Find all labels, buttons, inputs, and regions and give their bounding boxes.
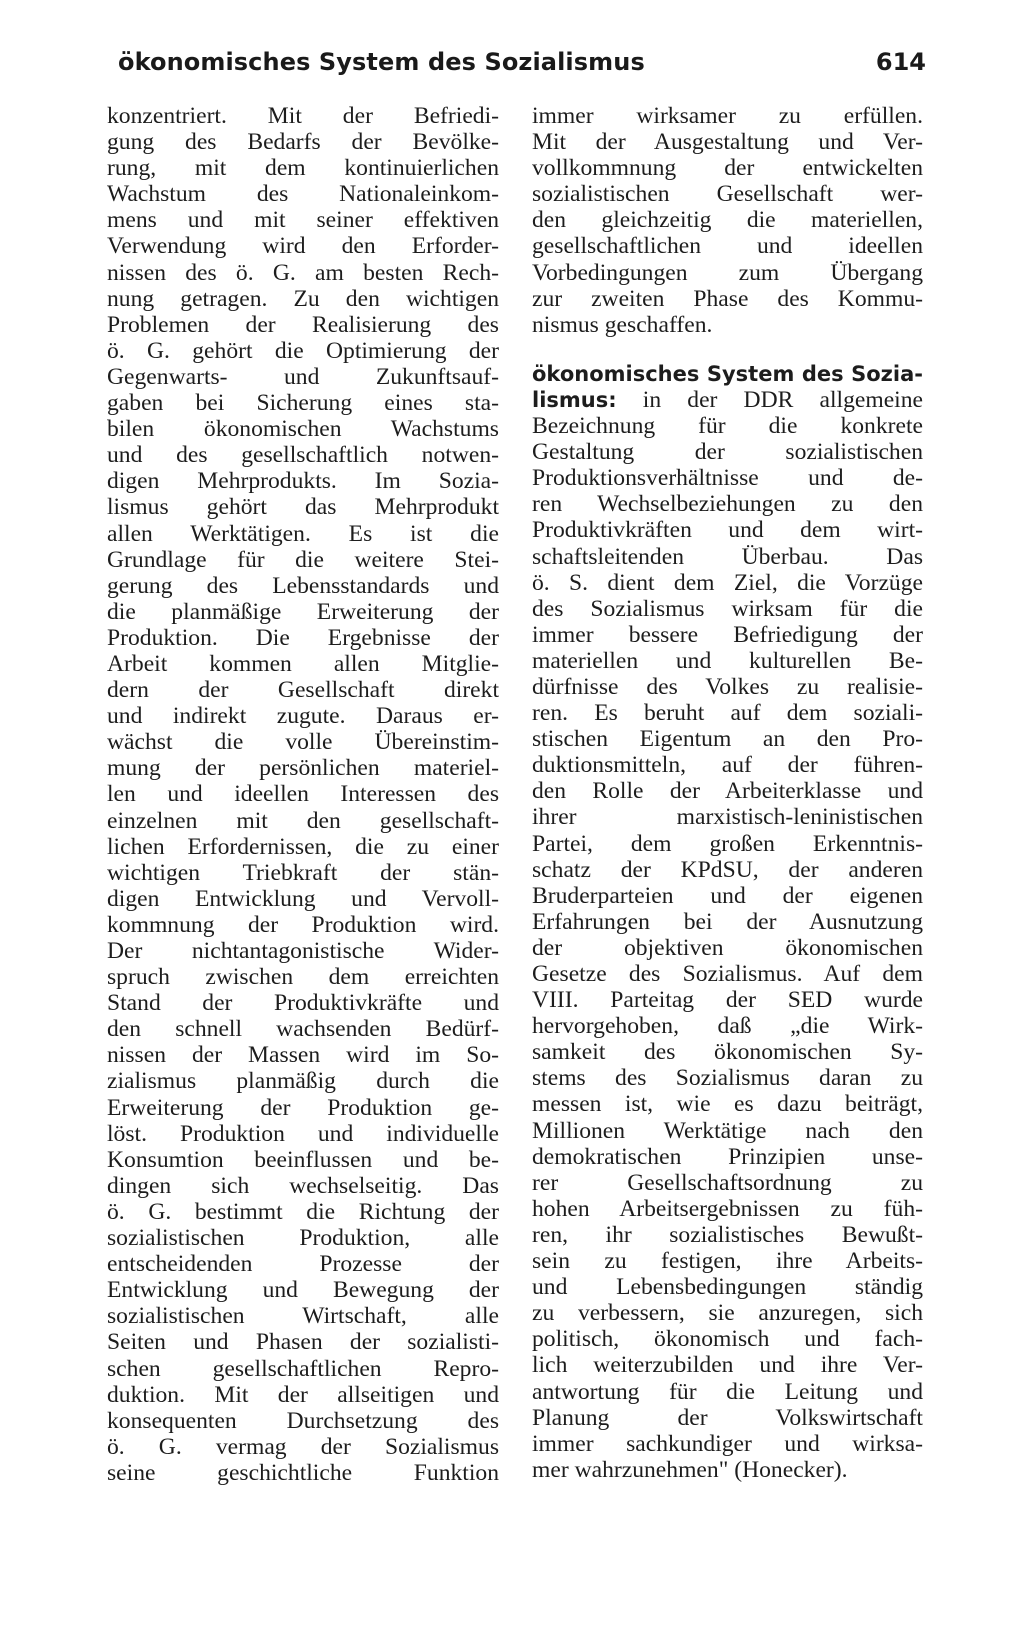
text-line: zur zweiten Phase des Kommu- [532, 285, 923, 312]
text-line: ö. S. dient dem Ziel, die Vorzüge [532, 569, 923, 596]
text-line: Stand der Produktivkräfte und [107, 990, 499, 1017]
text-line: immer sachkundiger und wirksa- [532, 1430, 923, 1457]
text-line: rung, mit dem kontinuierlichen [107, 155, 499, 182]
text-line: stischen Eigentum an den Pro- [532, 726, 923, 753]
text-line: vollkommnung der entwickelten [532, 155, 923, 182]
text-line: Wachstum des Nationaleinkom- [107, 181, 499, 208]
text-line: samkeit des ökonomischen Sy- [532, 1039, 923, 1066]
text-line: Produktion. Die Ergebnisse der [107, 624, 499, 651]
text-line: duktionsmitteln, auf der führen- [532, 752, 923, 779]
text-line: des Sozialismus wirksam für die [532, 595, 923, 622]
text-line: nismus geschaffen. [532, 311, 713, 338]
text-line: wichtigen Triebkraft der stän- [107, 859, 499, 886]
entry-spacer [532, 338, 923, 361]
text-line: sozialistischen Gesellschaft wer- [532, 181, 923, 208]
text-line: zialismus planmäßig durch die [107, 1068, 499, 1095]
entry-title: ökonomisches System des Sozia- [532, 361, 923, 386]
text-line: ö. G. vermag der Sozialismus [107, 1433, 499, 1460]
text-line: rer Gesellschaftsordnung zu [532, 1169, 923, 1196]
text-line: nung getragen. Zu den wichtigen [107, 285, 499, 312]
text-line: hohen Arbeitsergebnissen zu füh- [532, 1195, 923, 1222]
text-line: lismus gehört das Mehrprodukt [107, 494, 499, 521]
entry-title-line [532, 387, 923, 413]
text-line: ren. Es beruht auf dem soziali- [532, 700, 923, 727]
text-line: mens und mit seiner effektiven [107, 207, 499, 234]
text-line: Erweiterung der Produktion ge- [107, 1094, 499, 1121]
text-line: Produktionsverhältnisse und de- [532, 465, 923, 492]
text-line: Gegenwarts- und Zukunftsauf- [107, 363, 499, 390]
text-line: Bezeichnung für die konkrete [532, 413, 923, 440]
text-line: sozialistischen Wirtschaft, alle [107, 1303, 499, 1330]
text-line: materiellen und kulturellen Be- [532, 647, 923, 674]
text-line: zu verbessern, sie anzuregen, sich [532, 1300, 923, 1327]
text-line: dern der Gesellschaft direkt [107, 677, 499, 704]
text-line: Seiten und Phasen der sozialisti- [107, 1329, 499, 1356]
text-line: digen Entwicklung und Vervoll- [107, 885, 499, 912]
text-line: Partei, dem großen Erkenntnis- [532, 830, 923, 857]
text-line: dürfnisse des Volkes zu realisie- [532, 673, 923, 700]
text-line: und indirekt zugute. Daraus er- [107, 703, 499, 730]
text-line: wächst die volle Übereinstim- [107, 729, 499, 756]
text-line: Produktivkräften und dem wirt- [532, 517, 923, 544]
page-header [118, 48, 926, 88]
text-line: demokratischen Prinzipien unse- [532, 1143, 923, 1170]
text-line: Bruderparteien und der eigenen [532, 882, 923, 909]
text-line: einzelnen mit den gesellschaft- [107, 807, 499, 834]
text-line: Erfahrungen bei der Ausnutzung [532, 908, 923, 935]
text-line: und Lebensbedingungen ständig [532, 1274, 923, 1301]
text-line: Gesetze des Sozialismus. Auf dem [532, 961, 923, 987]
text-line: Verwendung wird den Erforder- [107, 233, 499, 260]
text-line: gesellschaftlichen und ideellen [532, 233, 923, 260]
text-line: mer wahrzunehmen" (Honecker). [532, 1456, 848, 1483]
text-line: nissen des ö. G. am besten Rech- [107, 259, 499, 286]
text-line: allen Werktätigen. Es ist die [107, 520, 499, 547]
text-line: antwortung für die Leitung und [532, 1378, 923, 1405]
text-line: schaftsleitenden Überbau. Das [532, 543, 923, 570]
text-line: gerung des Lebensstandards und [107, 572, 499, 599]
text-line: den Rolle der Arbeiterklasse und [532, 778, 923, 805]
text-line: Grundlage für die weitere Stei- [107, 546, 499, 573]
text-line: ren Wechselbeziehungen zu den [532, 491, 923, 518]
text-line: Problemen der Realisierung des [107, 311, 499, 338]
text-line: nissen der Massen wird im So- [107, 1042, 499, 1069]
text-line: Konsumtion beeinflussen und be- [107, 1146, 499, 1173]
text-line: und des gesellschaftlich notwen- [107, 442, 499, 469]
text-line: der objektiven ökonomischen [532, 934, 923, 961]
text-line: ihrer marxistisch-leninistischen [532, 804, 923, 831]
text-line: den schnell wachsenden Bedürf- [107, 1016, 499, 1043]
text-line: seine geschichtliche Funktion [107, 1459, 499, 1486]
text-line: hervorgehoben, daß „die Wirk- [532, 1013, 923, 1040]
text-line: sozialistischen Produktion, alle [107, 1225, 499, 1252]
text-line: spruch zwischen dem erreichten [107, 964, 499, 991]
text-line: Planung der Volkswirtschaft [532, 1404, 923, 1431]
text-line: Millionen Werktätige nach den [532, 1117, 923, 1144]
entry-text: in der DDR allgemeine [616, 386, 923, 413]
text-line: ö. G. gehört die Optimierung der [107, 337, 499, 364]
text-line: sein zu festigen, ihre Arbeits- [532, 1248, 923, 1275]
right-column [532, 103, 923, 1483]
text-line: schatz der KPdSU, der anderen [532, 856, 923, 883]
text-line: Gestaltung der sozialistischen [532, 439, 923, 466]
text-line: Vorbedingungen zum Übergang [532, 259, 923, 286]
text-line: mung der persönlichen materiel- [107, 755, 499, 782]
text-line: entscheidenden Prozesse der [107, 1251, 499, 1278]
entry-title-end: lismus: [532, 387, 617, 412]
text-line: bilen ökonomischen Wachstums [107, 416, 499, 443]
text-line: dingen sich wechselseitig. Das [107, 1172, 499, 1199]
text-line: messen ist, wie es dazu beiträgt, [532, 1091, 923, 1118]
text-line: Der nichtantagonistische Wider- [107, 938, 499, 964]
text-line: immer bessere Befriedigung der [532, 621, 923, 648]
entry-paragraph [532, 413, 923, 1483]
text-line: ö. G. bestimmt die Richtung der [107, 1198, 499, 1225]
text-line: lichen Erfordernissen, die zu einer [107, 833, 499, 860]
text-line: den gleichzeitig die materiellen, [532, 207, 923, 234]
text-line: gung des Bedarfs der Bevölke- [107, 129, 499, 156]
text-line: Mit der Ausgestaltung und Ver- [532, 129, 923, 156]
page-number: 614 [875, 48, 926, 76]
text-line: VIII. Parteitag der SED wurde [532, 987, 923, 1014]
text-line: Arbeit kommen allen Mitglie- [107, 650, 499, 677]
text-line: stems des Sozialismus daran zu [532, 1065, 923, 1092]
text-line: lich weiterzubilden und ihre Ver- [532, 1352, 923, 1379]
running-head: ökonomisches System des Sozialismus [118, 48, 645, 76]
left-column [107, 103, 499, 1486]
text-line: Entwicklung und Bewegung der [107, 1277, 499, 1304]
text-line: politisch, ökonomisch und fach- [532, 1326, 923, 1353]
text-line: die planmäßige Erweiterung der [107, 598, 499, 625]
text-line: gaben bei Sicherung eines sta- [107, 390, 499, 417]
continuation-paragraph [532, 103, 923, 338]
entry-title-line [532, 361, 923, 387]
text-line: konzentriert. Mit der Befriedi- [107, 103, 499, 129]
text-line: konsequenten Durchsetzung des [107, 1407, 499, 1434]
text-line: duktion. Mit der allseitigen und [107, 1381, 499, 1408]
text-line: digen Mehrprodukts. Im Sozia- [107, 468, 499, 495]
text-line: kommnung der Produktion wird. [107, 911, 499, 938]
text-line: ren, ihr sozialistisches Bewußt- [532, 1221, 923, 1248]
text-line: len und ideellen Interessen des [107, 781, 499, 808]
text-line: löst. Produktion und individuelle [107, 1120, 499, 1147]
text-line: immer wirksamer zu erfüllen. [532, 103, 923, 129]
text-line: schen gesellschaftlichen Repro- [107, 1355, 499, 1382]
